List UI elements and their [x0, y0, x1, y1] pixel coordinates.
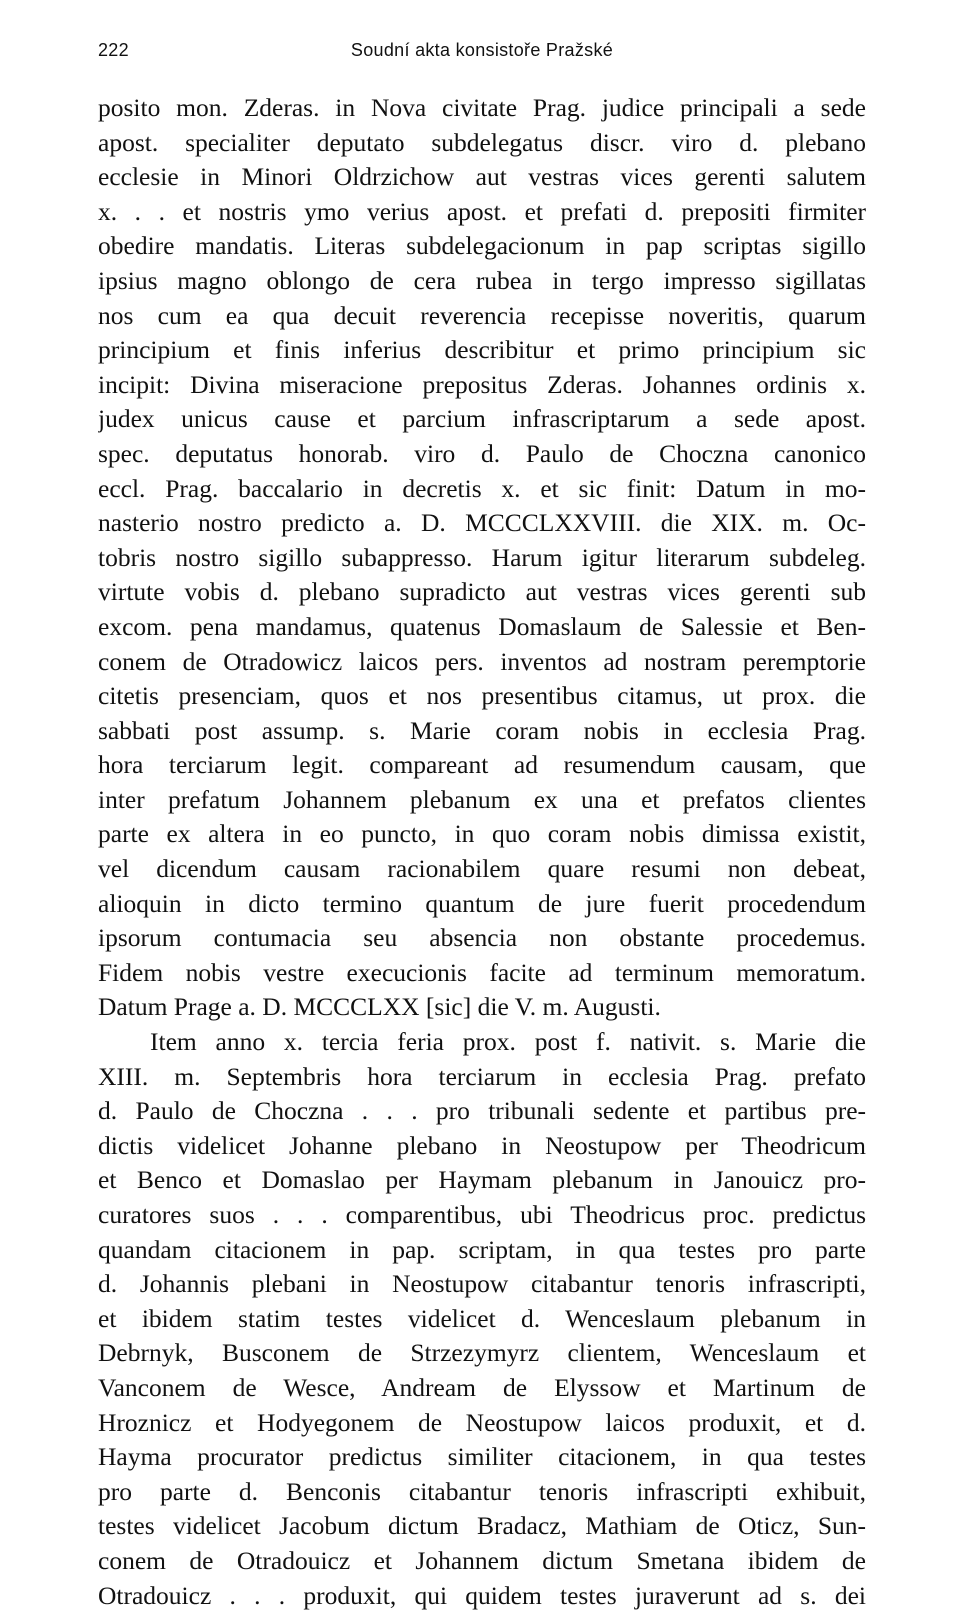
text-line: incipit: Divina miseracione prepositus Zderas. Johannes ordinis x. [98, 369, 866, 399]
text-line: d. Paulo de Choczna . . . pro tribunali sedente et partibus pre- [98, 1096, 866, 1126]
running-title: Soudní akta konsistoře Pražské [350, 40, 614, 60]
text-line: et ibidem statim testes videlicet d. Wenceslaum plebanum in [98, 1303, 866, 1333]
text-line: nos cum ea qua decuit reverencia recepisse noveritis, quarum [98, 300, 866, 330]
text-line: testes videlicet Jacobum dictum Bradacz, Mathiam de Oticz, Sun- [98, 1511, 866, 1541]
text-line: apost. specialiter deputato subdelegatus discr. viro d. plebano [98, 127, 866, 157]
text-line: Item anno x. tercia feria prox. post f. nativit. s. Marie die [150, 1027, 866, 1057]
text-line: principium et finis inferius describitur et primo principium sic [98, 335, 866, 365]
text-line: posito mon. Zderas. in Nova civitate Prag. judice principali a sede [98, 93, 866, 122]
text-line: curatores suos . . . comparentibus, ubi Theodricus proc. predictus [98, 1200, 866, 1229]
text-line: Otradouicz . . . produxit, qui quidem testes juraverunt ad s. dei [98, 1580, 866, 1610]
text-line: judex unicus cause et parcium infrascriptarum a sede apost. [98, 404, 866, 434]
text-line: et Benco et Domaslao per Haymam plebanum in Janouicz pro- [98, 1165, 866, 1195]
text-line: ecclesie in Minori Oldrzichow aut vestras vices gerenti salutem [98, 162, 866, 192]
text-line: d. Johannis plebani in Neostupow citabantur tenoris infrascripti, [98, 1269, 866, 1299]
text-line: pro parte d. Benconis citabantur tenoris infrascripti exhibuit, [98, 1476, 866, 1506]
text-line: conem de Otradouicz et Johannem dictum Smetana ibidem de [98, 1545, 866, 1575]
text-line: conem de Otradowicz laicos pers. inventos ad nostram peremptorie [98, 646, 866, 676]
text-line: spec. deputatus honorab. viro d. Paulo de Choczna canonico [98, 438, 866, 468]
text-line: vel dicendum causam racionabilem quare resumi non debeat, [98, 854, 866, 884]
running-header [98, 40, 866, 68]
text-line: dictis videlicet Johanne plebano in Neostupow per Theodricum [98, 1130, 866, 1160]
text-line: obedire mandatis. Literas subdelegacionum in pap scriptas sigillo [98, 231, 866, 261]
text-line: quandam citacionem in pap. scriptam, in qua testes pro parte [98, 1234, 866, 1264]
text-line: ipsius magno oblongo de cera rubea in tergo impresso sigillatas [98, 265, 866, 295]
text-line: alioquin in dicto termino quantum de jure fuerit procedendum [98, 888, 866, 918]
text-line: citetis presenciam, quos et nos presentibus citamus, ut prox. die [98, 681, 866, 711]
text-line: Fidem nobis vestre execucionis facite ad terminum memoratum. [98, 957, 866, 987]
body-text [98, 91, 866, 1613]
text-line: tobris nostro sigillo subappresso. Harum igitur literarum subdeleg. [98, 542, 866, 572]
text-line: hora terciarum legit. compareant ad resumendum causam, que [98, 750, 866, 780]
text-line: sabbati post assump. s. Marie coram nobis in ecclesia Prag. [98, 715, 866, 745]
text-line: Hayma procurator predictus similiter citacionem, in qua testes [98, 1442, 866, 1472]
text-line: virtute vobis d. plebano supradicto aut vestras vices gerenti sub [98, 577, 866, 607]
text-line: parte ex altera in eo puncto, in quo coram nobis dimissa existit, [98, 819, 866, 849]
text-line: nasterio nostro predicto a. D. MCCCLXXVIII. die XIX. m. Oc- [98, 508, 866, 538]
text-line: Datum Prage a. D. MCCCLXX [sic] die V. m. Augusti. [98, 992, 661, 1022]
page-number: 222 [98, 40, 129, 60]
text-line: XIII. m. Septembris hora terciarum in ecclesia Prag. prefato [98, 1061, 866, 1091]
text-line: excom. pena mandamus, quatenus Domaslaum de Salessie et Ben- [98, 611, 866, 641]
text-line: Vanconem de Wesce, Andream de Elyssow et Martinum de [98, 1372, 866, 1402]
text-line: Hroznicz et Hodyegonem de Neostupow laicos produxit, et d. [98, 1407, 866, 1437]
text-line: inter prefatum Johannem plebanum ex una et prefatos clientes [98, 784, 866, 814]
text-line: ipsorum contumacia seu absencia non obstante procedemus. [98, 923, 866, 953]
text-line: Debrnyk, Busconem de Strzezymyrz clientem, Wenceslaum et [98, 1338, 866, 1368]
text-line: eccl. Prag. baccalario in decretis x. et sic finit: Datum in mo- [98, 473, 866, 503]
text-line: x. . . et nostris ymo verius apost. et prefati d. prepositi firmiter [98, 196, 866, 226]
